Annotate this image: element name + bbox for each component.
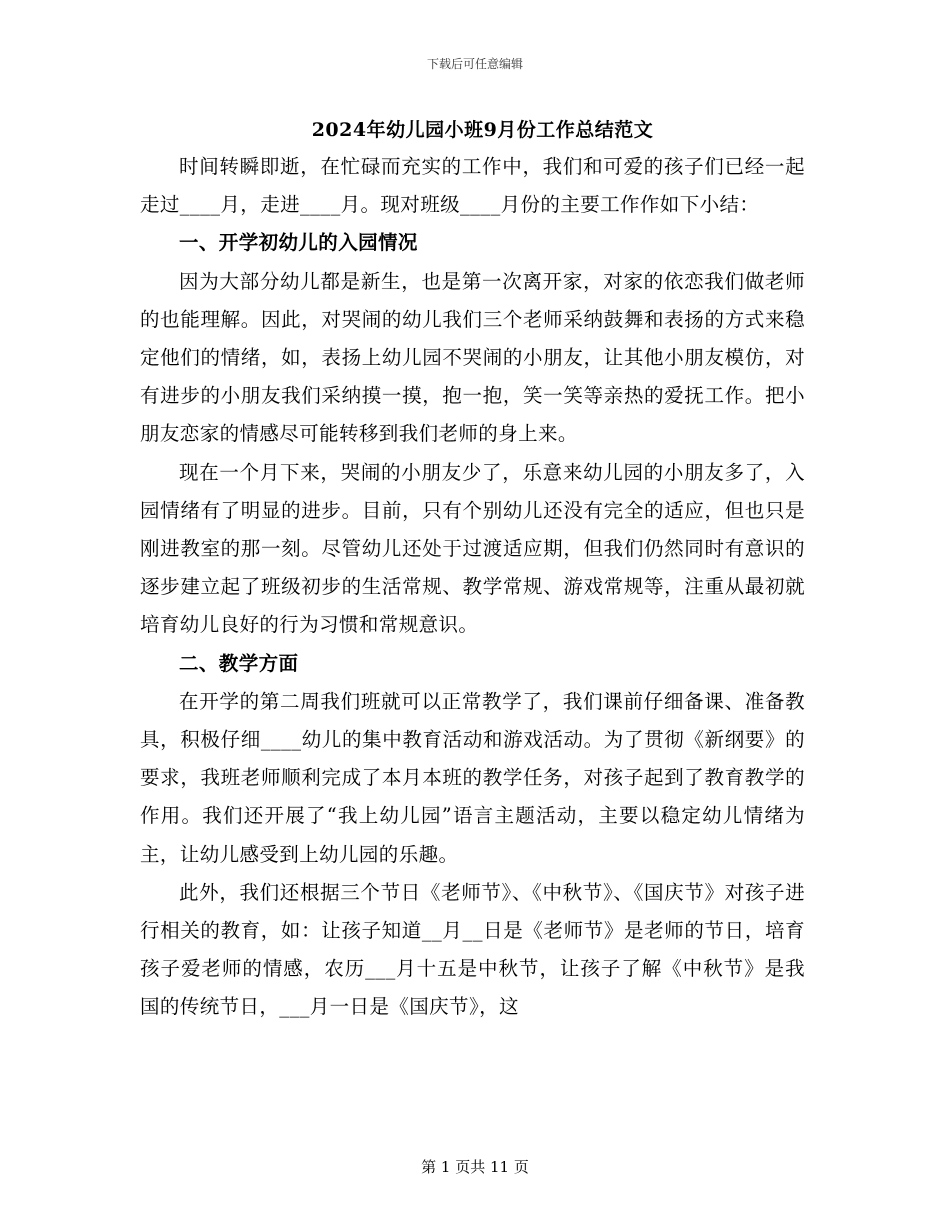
document-title: 2024年幼儿园小班9月份工作总结范文 [311,119,654,141]
document-body [140,112,805,1027]
section-1-paragraph-1: 因为大部分幼儿都是新生，也是第一次离开家，对家的依恋我们做老师的也能理解。因此，对哭闹的幼儿我们三个老师采纳鼓舞和表扬的方式来稳定他们的情绪，如，表扬上幼儿园不哭闹的小朋友，让其他小朋友模仿，对有进步的小朋友我们采纳摸一摸，抱一抱，笑一笑等亲热的爱抚工作。把小朋友恋家的情感尽可能转移到我们老师的身上来。 [140,269,805,446]
page-number: 第 1 页共 11 页 [421,1158,529,1176]
section-heading-1: 一、开学初幼儿的入园情况 [179,231,418,255]
header-note: 下载后可任意编辑 [426,57,523,71]
section-2-paragraph-2: 此外，我们还根据三个节日《老师节》、《中秋节》、《国庆节》对孩子进行相关的教育，如：让孩子知道__月__日是《老师节》是老师的节日，培育孩子爱老师的情感，农历___月十五是中秋节，让孩子了解《中秋节》是我国的传统节日，___月一日是《国庆节》，这 [140,880,805,1019]
section-heading-2: 二、教学方面 [179,651,299,675]
section-2-paragraph-1: 在开学的第二周我们班就可以正常教学了，我们课前仔细备课、准备教具，积极仔细____幼儿的集中教育活动和游戏活动。为了贯彻《新纲要》的要求，我班老师顺利完成了本月本班的教学任务，对孩子起到了教育教学的作用。我们还开展了“我上幼儿园”语言主题活动，主要以稳定幼儿情绪为主，让幼儿感受到上幼儿园的乐趣。 [140,689,805,866]
section-1-paragraph-2: 现在一个月下来，哭闹的小朋友少了，乐意来幼儿园的小朋友多了，入园情绪有了明显的进步。目前，只有个别幼儿还没有完全的适应，但也只是刚进教室的那一刻。尽管幼儿还处于过渡适应期，但我们仍然同时有意识的逐步建立起了班级初步的生活常规、教学常规、游戏常规等，注重从最初就培育幼儿良好的行为习惯和常规意识。 [140,460,805,637]
intro-paragraph: 时间转瞬即逝，在忙碌而充实的工作中，我们和可爱的孩子们已经一起走过____月，走进____月。现对班级____月份的主要工作作如下小结： [140,155,805,217]
